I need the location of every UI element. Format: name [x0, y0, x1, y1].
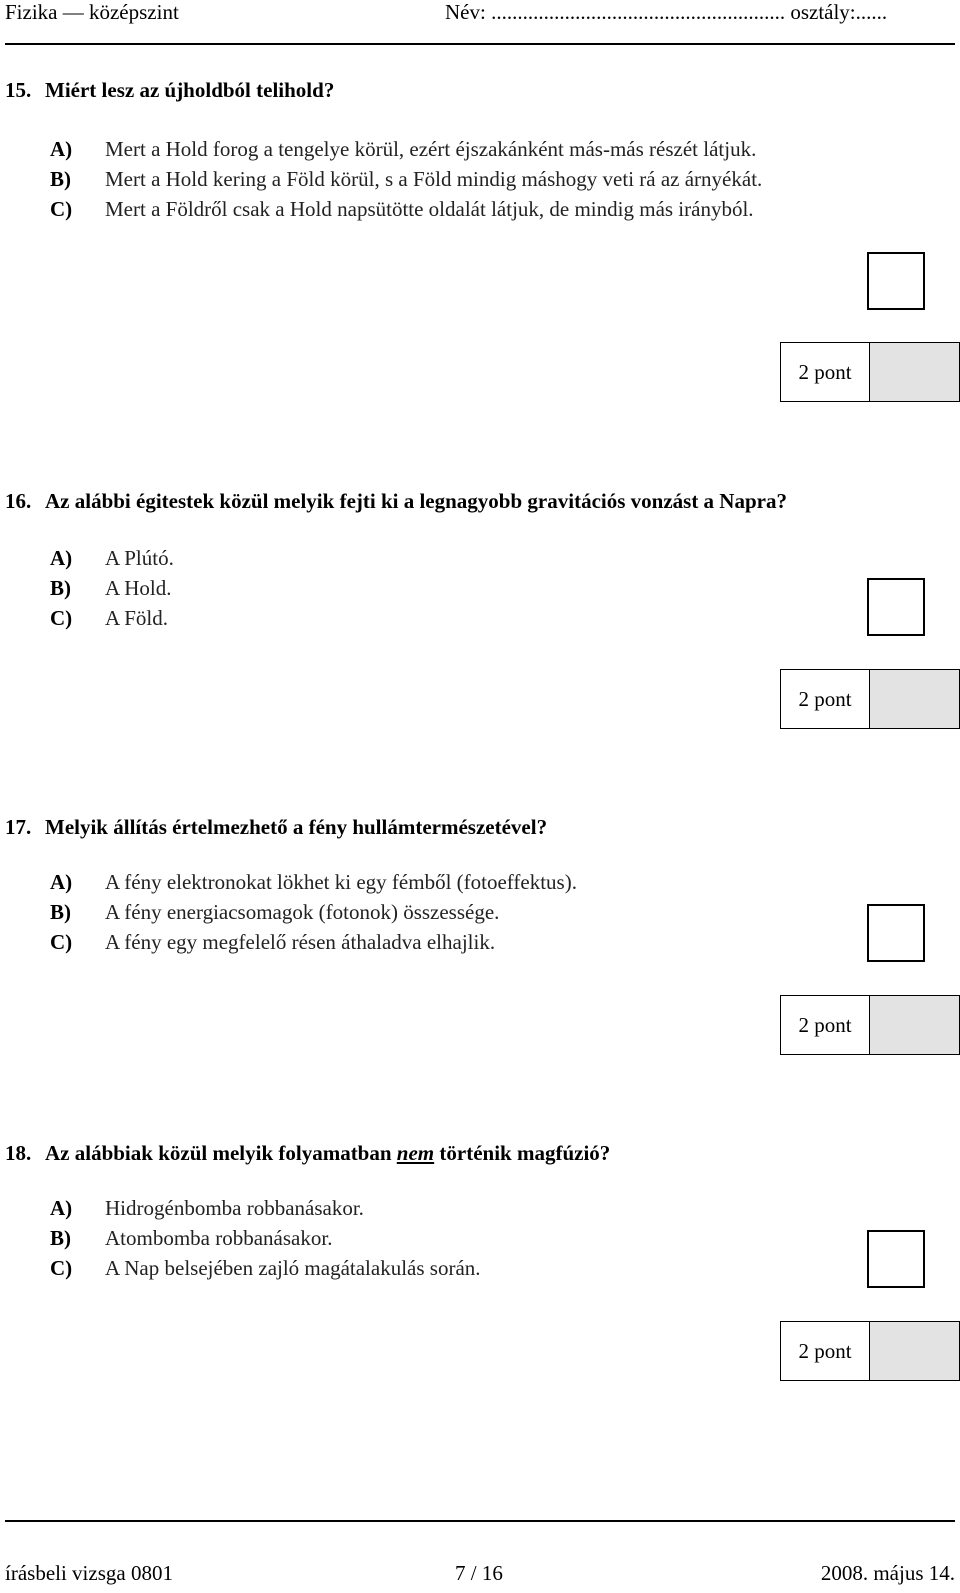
option-text: A fény egy megfelelő résen áthaladva elhajlik. — [105, 930, 496, 954]
question-number: 15. — [5, 78, 32, 102]
question-title — [5, 815, 547, 840]
name-class-field: Név: ........................................................ osztály:...... — [445, 0, 888, 24]
score-cell[interactable] — [870, 1321, 960, 1381]
score-label: 2 pont — [780, 342, 870, 402]
option-a — [50, 543, 810, 573]
option-b — [50, 164, 810, 194]
question-title — [5, 78, 334, 103]
option-letter: C) — [50, 606, 73, 630]
footer-divider — [5, 1520, 955, 1522]
question-text-before: Az alábbiak közül melyik folyamatban — [45, 1141, 397, 1165]
option-c — [50, 603, 810, 633]
question-title — [5, 1141, 610, 1166]
score-box — [780, 342, 960, 402]
option-letter: C) — [50, 930, 73, 954]
option-text: A Hold. — [105, 576, 172, 600]
option-text: A fény elektronokat lökhet ki egy fémből (fotoeffektus). — [105, 870, 577, 894]
score-label: 2 pont — [780, 669, 870, 729]
question-text: Az alábbi égitestek közül melyik fejti ki a legnagyobb gravitációs vonzást a Napra? — [45, 489, 787, 513]
question-number: 18. — [5, 1141, 32, 1165]
option-c — [50, 927, 810, 957]
page-header — [5, 0, 955, 30]
answer-box[interactable] — [867, 904, 925, 962]
exam-code: írásbeli vizsga 0801 — [5, 1561, 173, 1585]
option-letter: B) — [50, 576, 71, 600]
score-cell[interactable] — [870, 669, 960, 729]
answer-box[interactable] — [867, 1230, 925, 1288]
score-label: 2 pont — [780, 1321, 870, 1381]
exam-date: 2008. május 14. — [820, 1561, 955, 1585]
option-list — [50, 867, 810, 957]
option-list — [50, 1193, 810, 1283]
question-text-after: történik magfúzió? — [434, 1141, 611, 1165]
option-text: Mert a Hold forog a tengelye körül, ezért éjszakánként más-más részét látjuk. — [105, 137, 757, 161]
score-label: 2 pont — [780, 995, 870, 1055]
option-text: A fény energiacsomagok (fotonok) összessége. — [105, 900, 500, 924]
option-letter: A) — [50, 870, 73, 894]
question-text: Miért lesz az újholdból telihold? — [45, 78, 335, 102]
score-cell[interactable] — [870, 995, 960, 1055]
option-text: Atombomba robbanásakor. — [105, 1226, 333, 1250]
option-text: A Föld. — [105, 606, 169, 630]
option-text: Mert a Földről csak a Hold napsütötte oldalát látjuk, de mindig más irányból. — [105, 197, 754, 221]
option-text: Hidrogénbomba robbanásakor. — [105, 1196, 364, 1220]
option-letter: C) — [50, 197, 73, 221]
answer-box[interactable] — [867, 252, 925, 310]
option-a — [50, 867, 810, 897]
option-text: A Nap belsejében zajló magátalakulás során. — [105, 1256, 481, 1280]
option-a — [50, 1193, 810, 1223]
question-title — [5, 489, 787, 514]
answer-box[interactable] — [867, 578, 925, 636]
score-box — [780, 669, 960, 729]
option-b — [50, 1223, 810, 1253]
header-divider — [5, 43, 955, 45]
option-list — [50, 543, 810, 633]
option-c — [50, 194, 810, 224]
score-box — [780, 1321, 960, 1381]
question-emphasis: nem — [396, 1141, 435, 1165]
option-a — [50, 134, 810, 164]
option-letter: B) — [50, 900, 71, 924]
subject-title: Fizika — középszint — [5, 0, 179, 24]
option-letter: C) — [50, 1256, 73, 1280]
option-letter: A) — [50, 1196, 73, 1220]
option-text: Mert a Hold kering a Föld körül, s a Föld mindig máshogy veti rá az árnyékát. — [105, 167, 763, 191]
option-list — [50, 134, 810, 224]
question-number: 17. — [5, 815, 32, 839]
page-number: 7 / 16 — [455, 1561, 503, 1585]
score-cell[interactable] — [870, 342, 960, 402]
option-c — [50, 1253, 810, 1283]
option-letter: B) — [50, 167, 71, 191]
option-b — [50, 573, 810, 603]
score-box — [780, 995, 960, 1055]
option-b — [50, 897, 810, 927]
option-letter: A) — [50, 137, 73, 161]
option-text: A Plútó. — [105, 546, 174, 570]
option-letter: B) — [50, 1226, 71, 1250]
question-text: Melyik állítás értelmezhető a fény hullámtermészetével? — [45, 815, 548, 839]
option-letter: A) — [50, 546, 73, 570]
question-number: 16. — [5, 489, 32, 513]
